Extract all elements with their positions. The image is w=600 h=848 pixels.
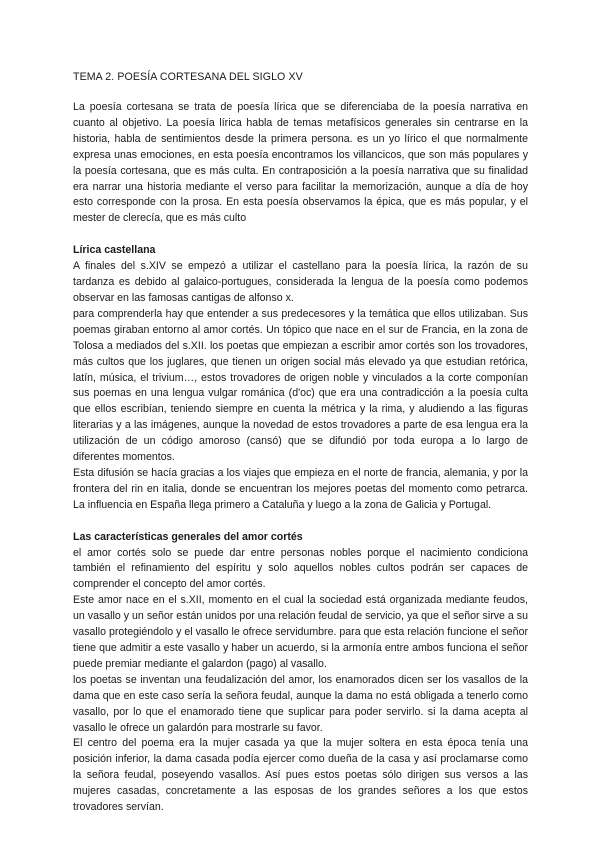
section-heading-lirica-castellana: Lírica castellana	[73, 244, 156, 257]
section-heading-amor-cortes: Las características generales del amor cortés	[73, 530, 303, 543]
document-page	[73, 70, 528, 816]
spacer	[73, 227, 528, 243]
section2-paragraph-1: el amor cortés solo se puede dar entre personas nobles porque el nacimiento condiciona también el refinamiento del espíritu y solo aquellos nobles cultos podrán ser capaces de comprender el concepto del amor cortés.	[73, 546, 528, 591]
section1-paragraph-2: para comprenderla hay que entender a sus predecesores y la temática que ellos utilizaban. Sus poemas giraban entorno al amor cortés. Un tópico que nace en el sur de Francia, en la zona de Tolosa a mediados del s.XII. los poetas que empiezan a escribir amor cortés son los trovadores, más cultos que los juglares, que tienen un origen social más elevado ya que estudian retórica, latín, música, el trivium…, estos trovadores de origen noble y vinculados a la corte componían sus poemas en una lengua vulgar románica (d'oc) que era una contradicción a la poesía culta que ellos escribían, teniendo siempre en cuenta la métrica y la rima, y aludiendo a las figuras literarias y a las imágenes, aunque la novedad de estos trovadores a parte de esa lengua era la utilización de un código amoroso (cansó) que se difundió por toda europa a lo largo de diferentes momentos.	[73, 307, 528, 464]
page-title: TEMA 2. POESÍA CORTESANA DEL SIGLO XV	[73, 71, 303, 83]
intro-paragraph: La poesía cortesana se trata de poesía lírica que se diferenciaba de la poesía narrativa en cuanto al objetivo. La poesía lírica habla de temas metafísicos generales sin centrarse en la historia, habla de sentimientos desde la primera persona. es un yo lírico el que normalmente expresa unas emociones, en esta poesía encontramos los villancicos, que son más populares y la poesía cortesana, que es más culta. En contraposición a la poesía narrativa que su finalidad era narrar una historia mediante el verso para facilitar la memorización, aunque a día de hoy esto corresponde con la prosa. En esta poesía observamos la épica, que es más popular, y el mester de clerecía, que es más culto	[73, 101, 528, 225]
section2-paragraph-3: los poetas se inventan una feudalización del amor, los enamorados dicen ser los vasallos de la dama que en este caso sería la señora feudal, aunque la dama no está obligada a tenerlo como vasallo, por lo que el enamorado tiene que suplicar para poder servirlo. si la dama acepta al vasallo le ofrece un galardón para mostrarle su favor.	[73, 673, 528, 734]
section1-paragraph-1: A finales del s.XIV se empezó a utilizar el castellano para la poesía lírica, la razón de su tardanza es debido al galaico-portugues, considerada la lengua de la poesía como podemos observar en las famosas cantigas de alfonso x.	[73, 260, 528, 304]
section2-paragraph-2: Este amor nace en el s.XII, momento en el cual la sociedad está organizada mediante feudos, un vasallo y un señor están unidos por una relación feudal de servicio, ya que el señor sirve a su vasallo protegiéndolo y el vasallo le ofrece servidumbre. para que esta relación funcione el señor tiene que admitir a este vasallo y haber un acuerdo, si la armonía entre ambos funciona el señor puede premiar mediante el galardon (pago) al vasallo.	[73, 594, 528, 670]
section1-paragraph-3: Esta difusión se hacía gracias a los viajes que empieza en el norte de francia, alemania, y por la frontera del rin en italia, donde se encuentran los mejores poetas del momento como petrarca. La influencia en España llega primero a Cataluña y luego a la zona de Galicia y Portugal.	[73, 466, 528, 511]
section2-paragraph-4: El centro del poema era la mujer casada ya que la mujer soltera en esta época tenía una posición inferior, la dama casada podía ejercer como dueña de la casa y así proclamarse como la señora feudal, poseyendo vasallos. Así pues estos poetas sólo dirigen sus versos a las mujeres casadas, concretamente a las esposas de los grandes señores a los que estos trovadores servían.	[73, 737, 528, 814]
spacer	[73, 514, 528, 530]
